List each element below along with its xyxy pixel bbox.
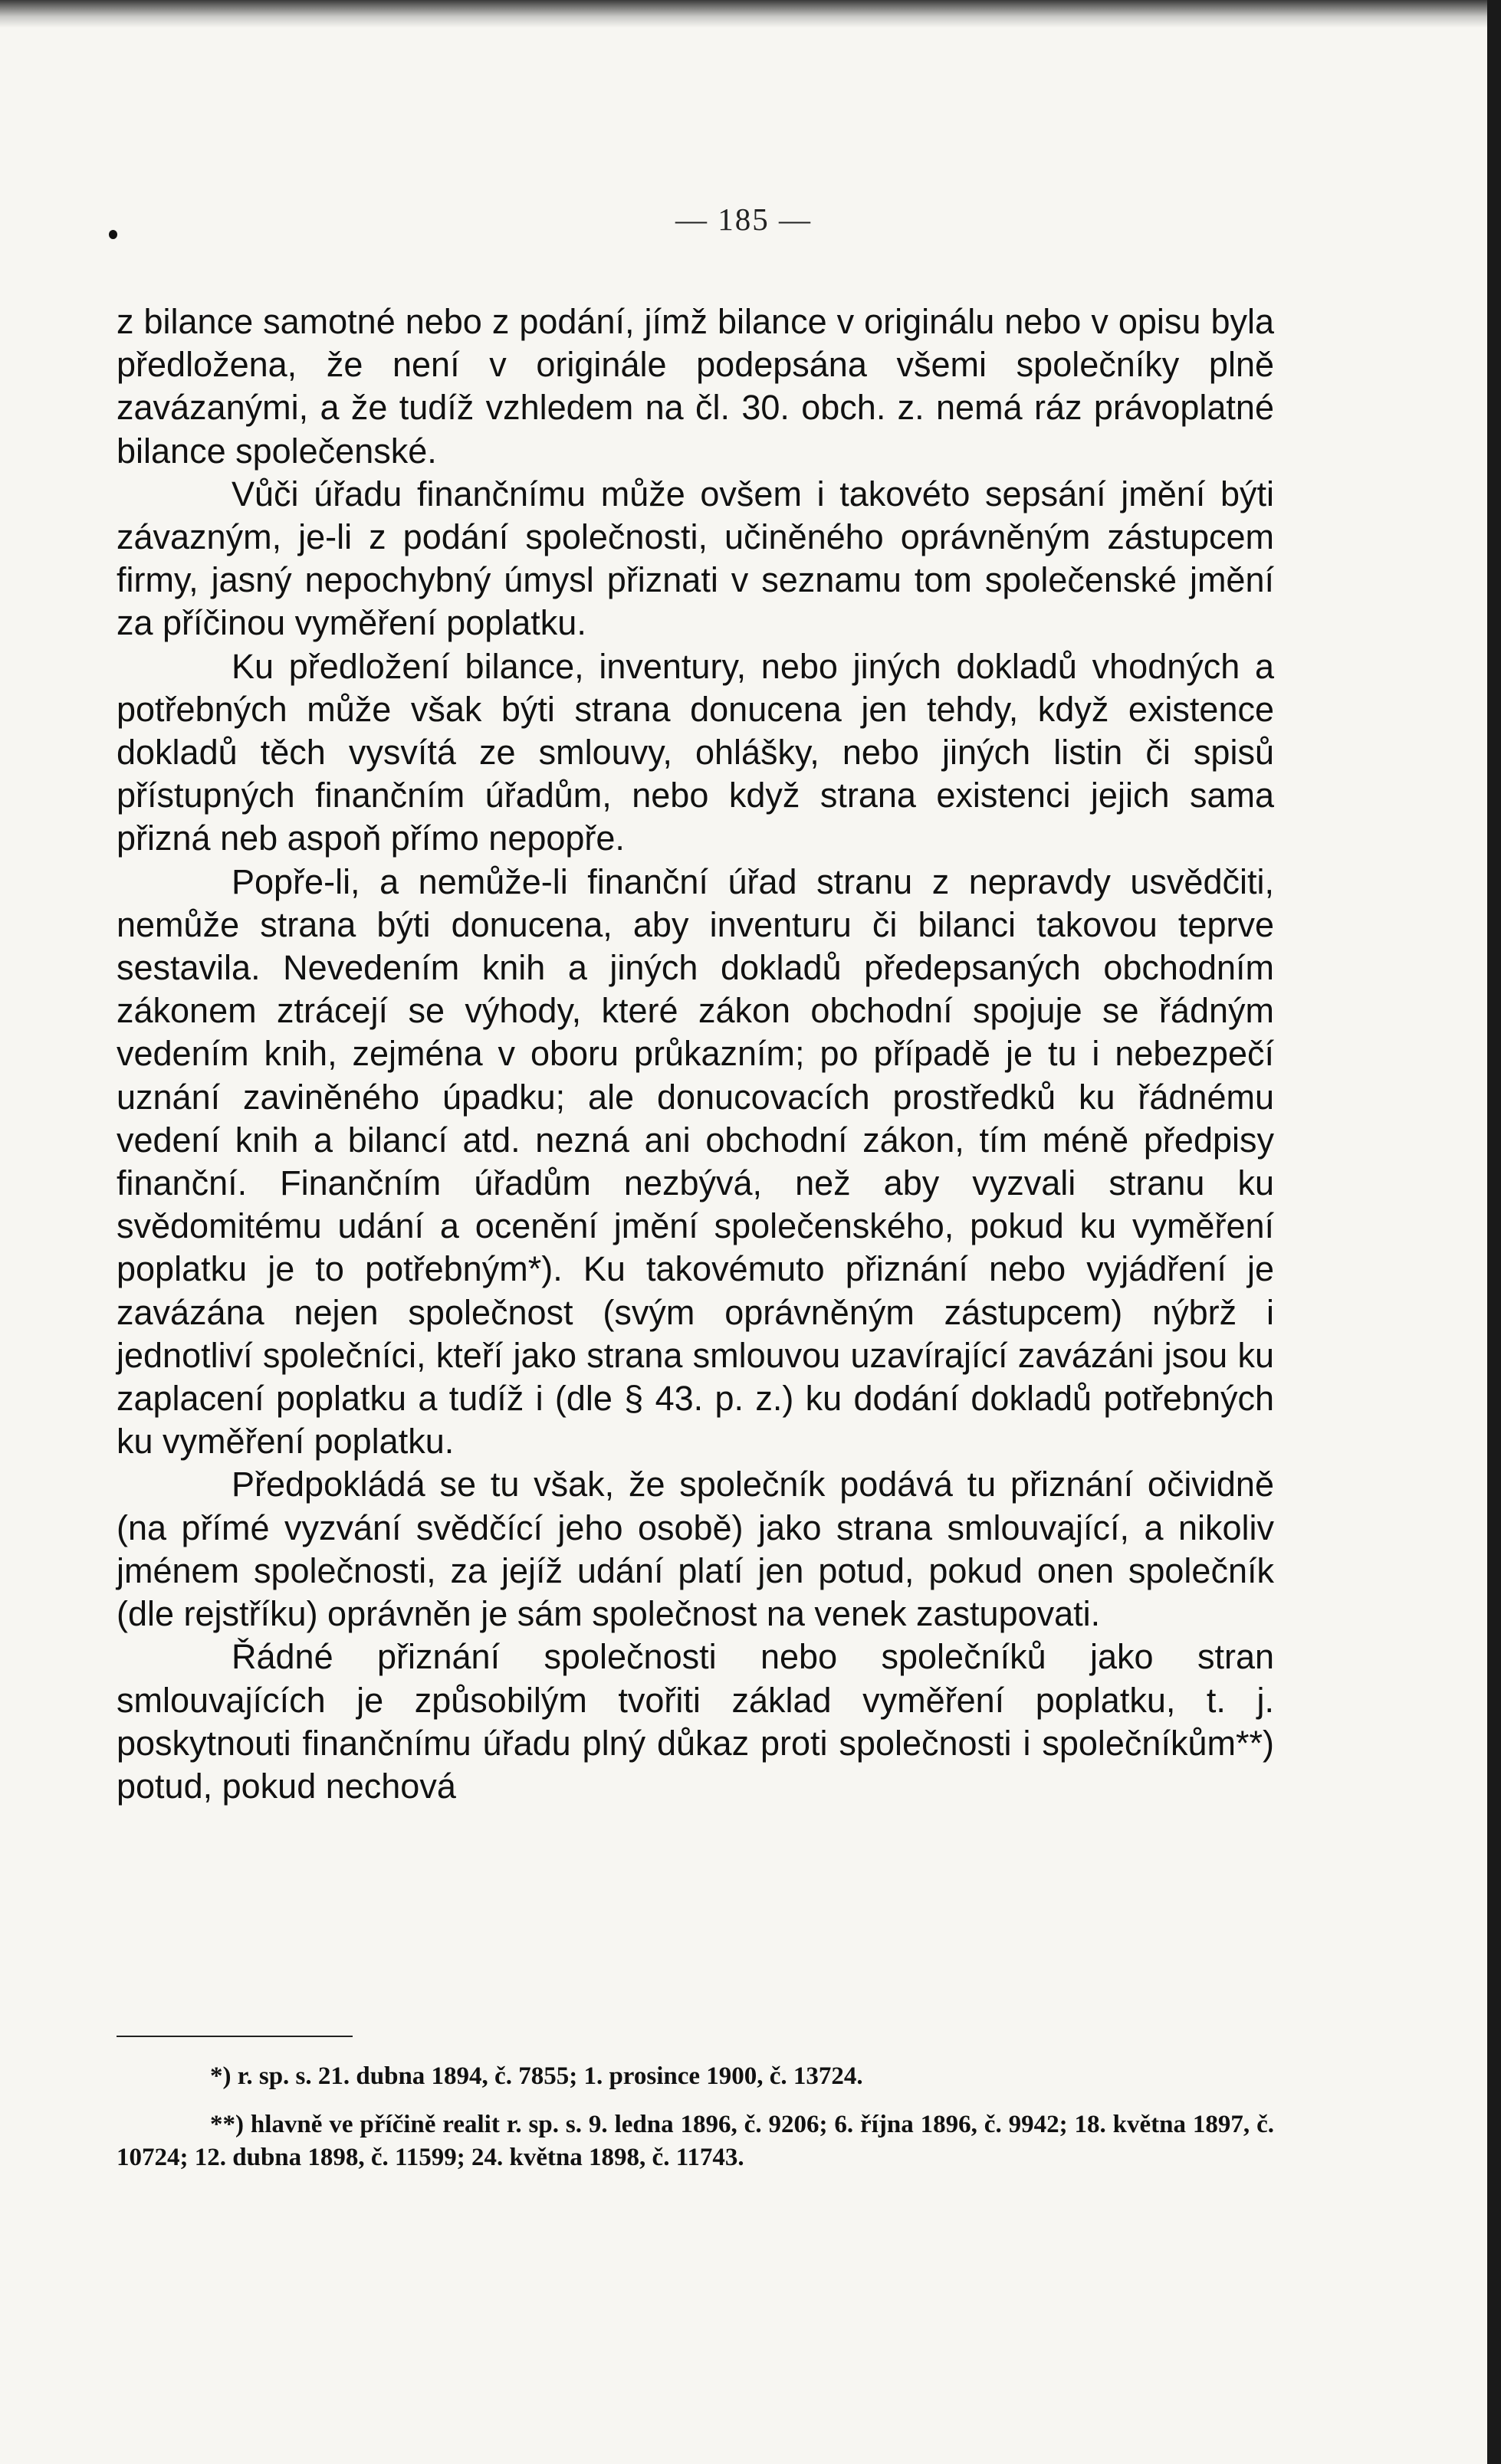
header-dash-right: — — [769, 202, 812, 237]
page-number: 185 — [718, 202, 770, 237]
page-header — [0, 201, 1487, 238]
paragraph: Vůči úřadu finančnímu může ovšem i takovéto sepsání jmění býti závazným, je-li z podání společnosti, učiněného oprávněným zástupcem firmy, jasný nepochybný úmysl přiznati v seznamu tom společenské jmění za příčinou vyměření poplatku. — [117, 474, 1274, 643]
main-text — [117, 300, 1274, 1808]
header-dash-left: — — [675, 202, 718, 237]
footnote: *) r. sp. s. 21. dubna 1894, č. 7855; 1. prosince 1900, č. 13724. — [210, 2062, 863, 2090]
paragraph: Popře-li, a nemůže-li finanční úřad stranu z nepravdy usvědčiti, nemůže strana býti donucena, aby inventuru či bilanci takovou teprve sestavila. Nevedením knih a jiných dokladů předepsaných obchodním zákonem ztrácejí se výhody, které zákon obchodní spojuje se řádným vedením knih, zejména v oboru průkazním; po případě je tu i nebezpečí uznání zaviněného úpadku; ale donucovacích prostředků ku řádnému vedení knih a bilancí atd. nezná ani obchodní zákon, tím méně předpisy finanční. Finančním úřadům nezbývá, než aby vyzvali stranu ku svědomitému udání a ocenění jmění společenského, pokud ku vyměření poplatku je to potřebným*). Ku takovémuto přiznání nebo vyjádření je zavázána nejen společnost (svým oprávněným zástupcem) nýbrž i jednotliví společníci, kteří jako strana smlouvou uzavírající zavázáni jsou ku zaplacení poplatku a tudíž i (dle § 43. p. z.) ku dodání dokladů potřebných ku vyměření poplatku. — [117, 861, 1274, 1462]
footnotes — [117, 2060, 1274, 2190]
scan-top-shadow — [0, 0, 1487, 28]
scan-edge-shadow — [1487, 0, 1501, 2464]
footnote: **) hlavně ve příčině realit r. sp. s. 9. ledna 1896, č. 9206; 6. října 1896, č. 9942; 18. května 1897, č. 10724; 12. dubna 1898, č. 11599; 24. května 1898, č. 11743. — [117, 2111, 1274, 2171]
paragraph: Předpokládá se tu však, že společník podává tu přiznání očividně (na přímé vyzvání svědčící jeho osobě) jako strana smlouvající, a nikoliv jménem společnosti, za jejíž udání platí jen potud, pokud onen společník (dle rejstříku) oprávněn je sám společnost na venek zastupovati. — [117, 1465, 1274, 1634]
paragraph: Ku předložení bilance, inventury, nebo jiných dokladů vhodných a potřebných může však býti strana donucena jen tehdy, když existence dokladů těch vysvítá ze smlouvy, ohlášky, nebo jiných listin či spisů přístupných finančním úřadům, nebo když strana existenci jejich sama přizná neb aspoň přímo nepopře. — [117, 646, 1274, 858]
paragraph-continuation: z bilance samotné nebo z podání, jímž bilance v originálu nebo v opisu byla předložena, že není v originále podepsána všemi společníky plně zavázanými, a že tudíž vzhledem na čl. 30. obch. z. nemá ráz právoplatné bilance společenské. — [117, 302, 1274, 471]
paragraph: Řádné přiznání společnosti nebo společníků jako stran smlouvajících je způsobilým tvořiti základ vyměření poplatku, t. j. poskytnouti finančnímu úřadu plný důkaz proti společnosti i společníkům**) potud, pokud nechová — [117, 1637, 1274, 1806]
footnote-separator — [117, 2036, 353, 2037]
